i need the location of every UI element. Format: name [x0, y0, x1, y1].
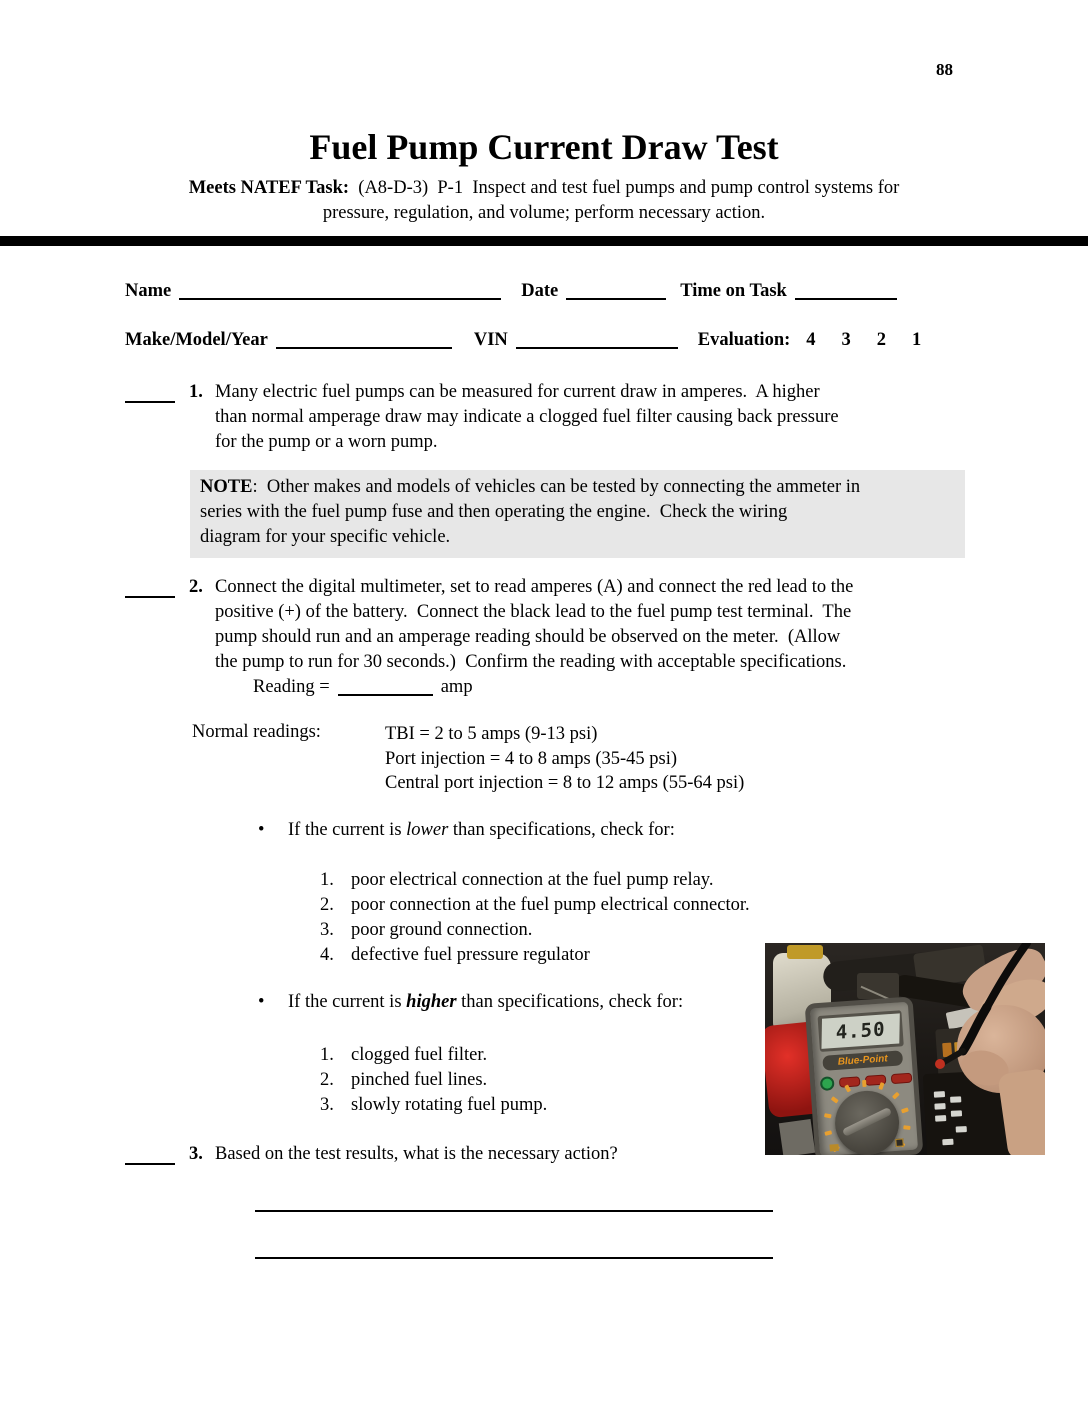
list-item: 1. poor electrical connection at the fuel pump relay. — [320, 870, 714, 890]
natef-task-line1: Meets NATEF Task: (A8-D-3) P-1 Inspect and test fuel pumps and pump control systems for — [188, 178, 900, 198]
test-probe-tip — [935, 1059, 945, 1069]
test-lead-wire — [765, 943, 1045, 1155]
brand-label: Blue-Point — [822, 1050, 903, 1071]
note-label: NOTE — [200, 477, 253, 497]
bullet-icon: • — [258, 820, 265, 840]
step-2-text: Connect the digital multimeter, set to read amperes (A) and connect the red lead to the positive (+) of the battery. Connect the black lead to the fuel pump test terminal. The pump should run and an amperage reading should be observed on the meter. (Allow the pump to run for 30 seconds.) Confirm the reading with acceptable specifications. Reading = amp — [215, 575, 985, 700]
make-model-year-blank — [276, 328, 452, 349]
normal-readings-label: Normal readings: — [192, 722, 321, 742]
reading-line: Reading = amp — [253, 677, 473, 697]
normal-readings — [192, 722, 744, 796]
evaluation-score-4: 4 — [806, 330, 816, 350]
step-3-grade-blank — [125, 1142, 175, 1165]
page-title: Fuel Pump Current Draw Test — [309, 127, 779, 167]
lower-emphasis: lower — [406, 820, 449, 840]
vin-label: VIN — [473, 330, 508, 350]
list-item: 2. poor connection at the fuel pump electrical connector. — [320, 895, 750, 915]
step-1 — [125, 380, 965, 455]
vin-blank — [516, 328, 678, 349]
step-2 — [125, 575, 985, 700]
make-model-year-label: Make/Model/Year — [125, 330, 268, 350]
evaluation-score-2: 2 — [876, 330, 887, 350]
natef-task — [0, 176, 1088, 226]
page-number: 88 — [936, 60, 953, 79]
higher-current-bullet: • If the current is higher than specifications, check for: — [258, 992, 684, 1012]
reading-blank — [338, 675, 433, 696]
step-1-text: Many electric fuel pumps can be measured for current draw in amperes. A higher than normal amperage draw may indicate a clogged fuel filter causing back pressure for the pump or a worn pump. — [215, 382, 839, 452]
natef-task-line2: pressure, regulation, and volume; perform necessary action. — [322, 203, 766, 223]
multimeter-test-photo — [765, 943, 1045, 1155]
name-label: Name — [125, 281, 172, 301]
lcd-display: 4.50 — [821, 1013, 899, 1049]
bullet-icon: • — [258, 992, 265, 1012]
evaluation-score-3: 3 — [841, 330, 851, 350]
list-item: 1. clogged fuel filter. — [320, 1045, 488, 1065]
evaluation-score-1: 1 — [912, 330, 922, 350]
step-2-grade-blank — [125, 575, 175, 598]
step-1-number: 1. — [189, 382, 203, 402]
lower-check-list — [320, 868, 750, 968]
date-label: Date — [521, 281, 559, 301]
higher-emphasis: higher — [406, 992, 457, 1012]
time-on-task-label: Time on Task — [680, 281, 787, 301]
header-row-2 — [125, 328, 921, 351]
list-item: 2. pinched fuel lines. — [320, 1070, 488, 1090]
natef-label: Meets NATEF Task: — [188, 178, 350, 198]
divider-bar — [0, 236, 1088, 246]
list-item: 3. slowly rotating fuel pump. — [320, 1095, 548, 1115]
name-blank — [179, 279, 501, 300]
list-item: 4. defective fuel pressure regulator — [320, 945, 590, 965]
note-box: NOTE: Other makes and models of vehicles can be tested by connecting the ammeter in series with the fuel pump fuse and then operating the engine. Check the wiring diagram for your specific vehicle. — [190, 470, 965, 558]
step-3-text: Based on the test results, what is the necessary action? — [215, 1144, 618, 1164]
answer-line — [255, 1210, 773, 1212]
evaluation-label: Evaluation: — [697, 330, 791, 350]
lower-current-bullet: • If the current is lower than specifications, check for: — [258, 820, 675, 840]
normal-readings-values: TBI = 2 to 5 amps (9-13 psi) Port injection = 4 to 8 amps (35-45 psi) Central port injection = 8 to 12 amps (55-64 psi) — [385, 724, 745, 793]
time-on-task-blank — [795, 279, 897, 300]
list-item: 3. poor ground connection. — [320, 920, 533, 940]
header-row-1 — [125, 279, 897, 302]
step-3-number: 3. — [189, 1144, 203, 1164]
higher-check-list — [320, 1043, 547, 1118]
step-2-number: 2. — [189, 577, 203, 597]
answer-line — [255, 1257, 773, 1259]
date-blank — [566, 279, 666, 300]
step-1-grade-blank — [125, 380, 175, 403]
